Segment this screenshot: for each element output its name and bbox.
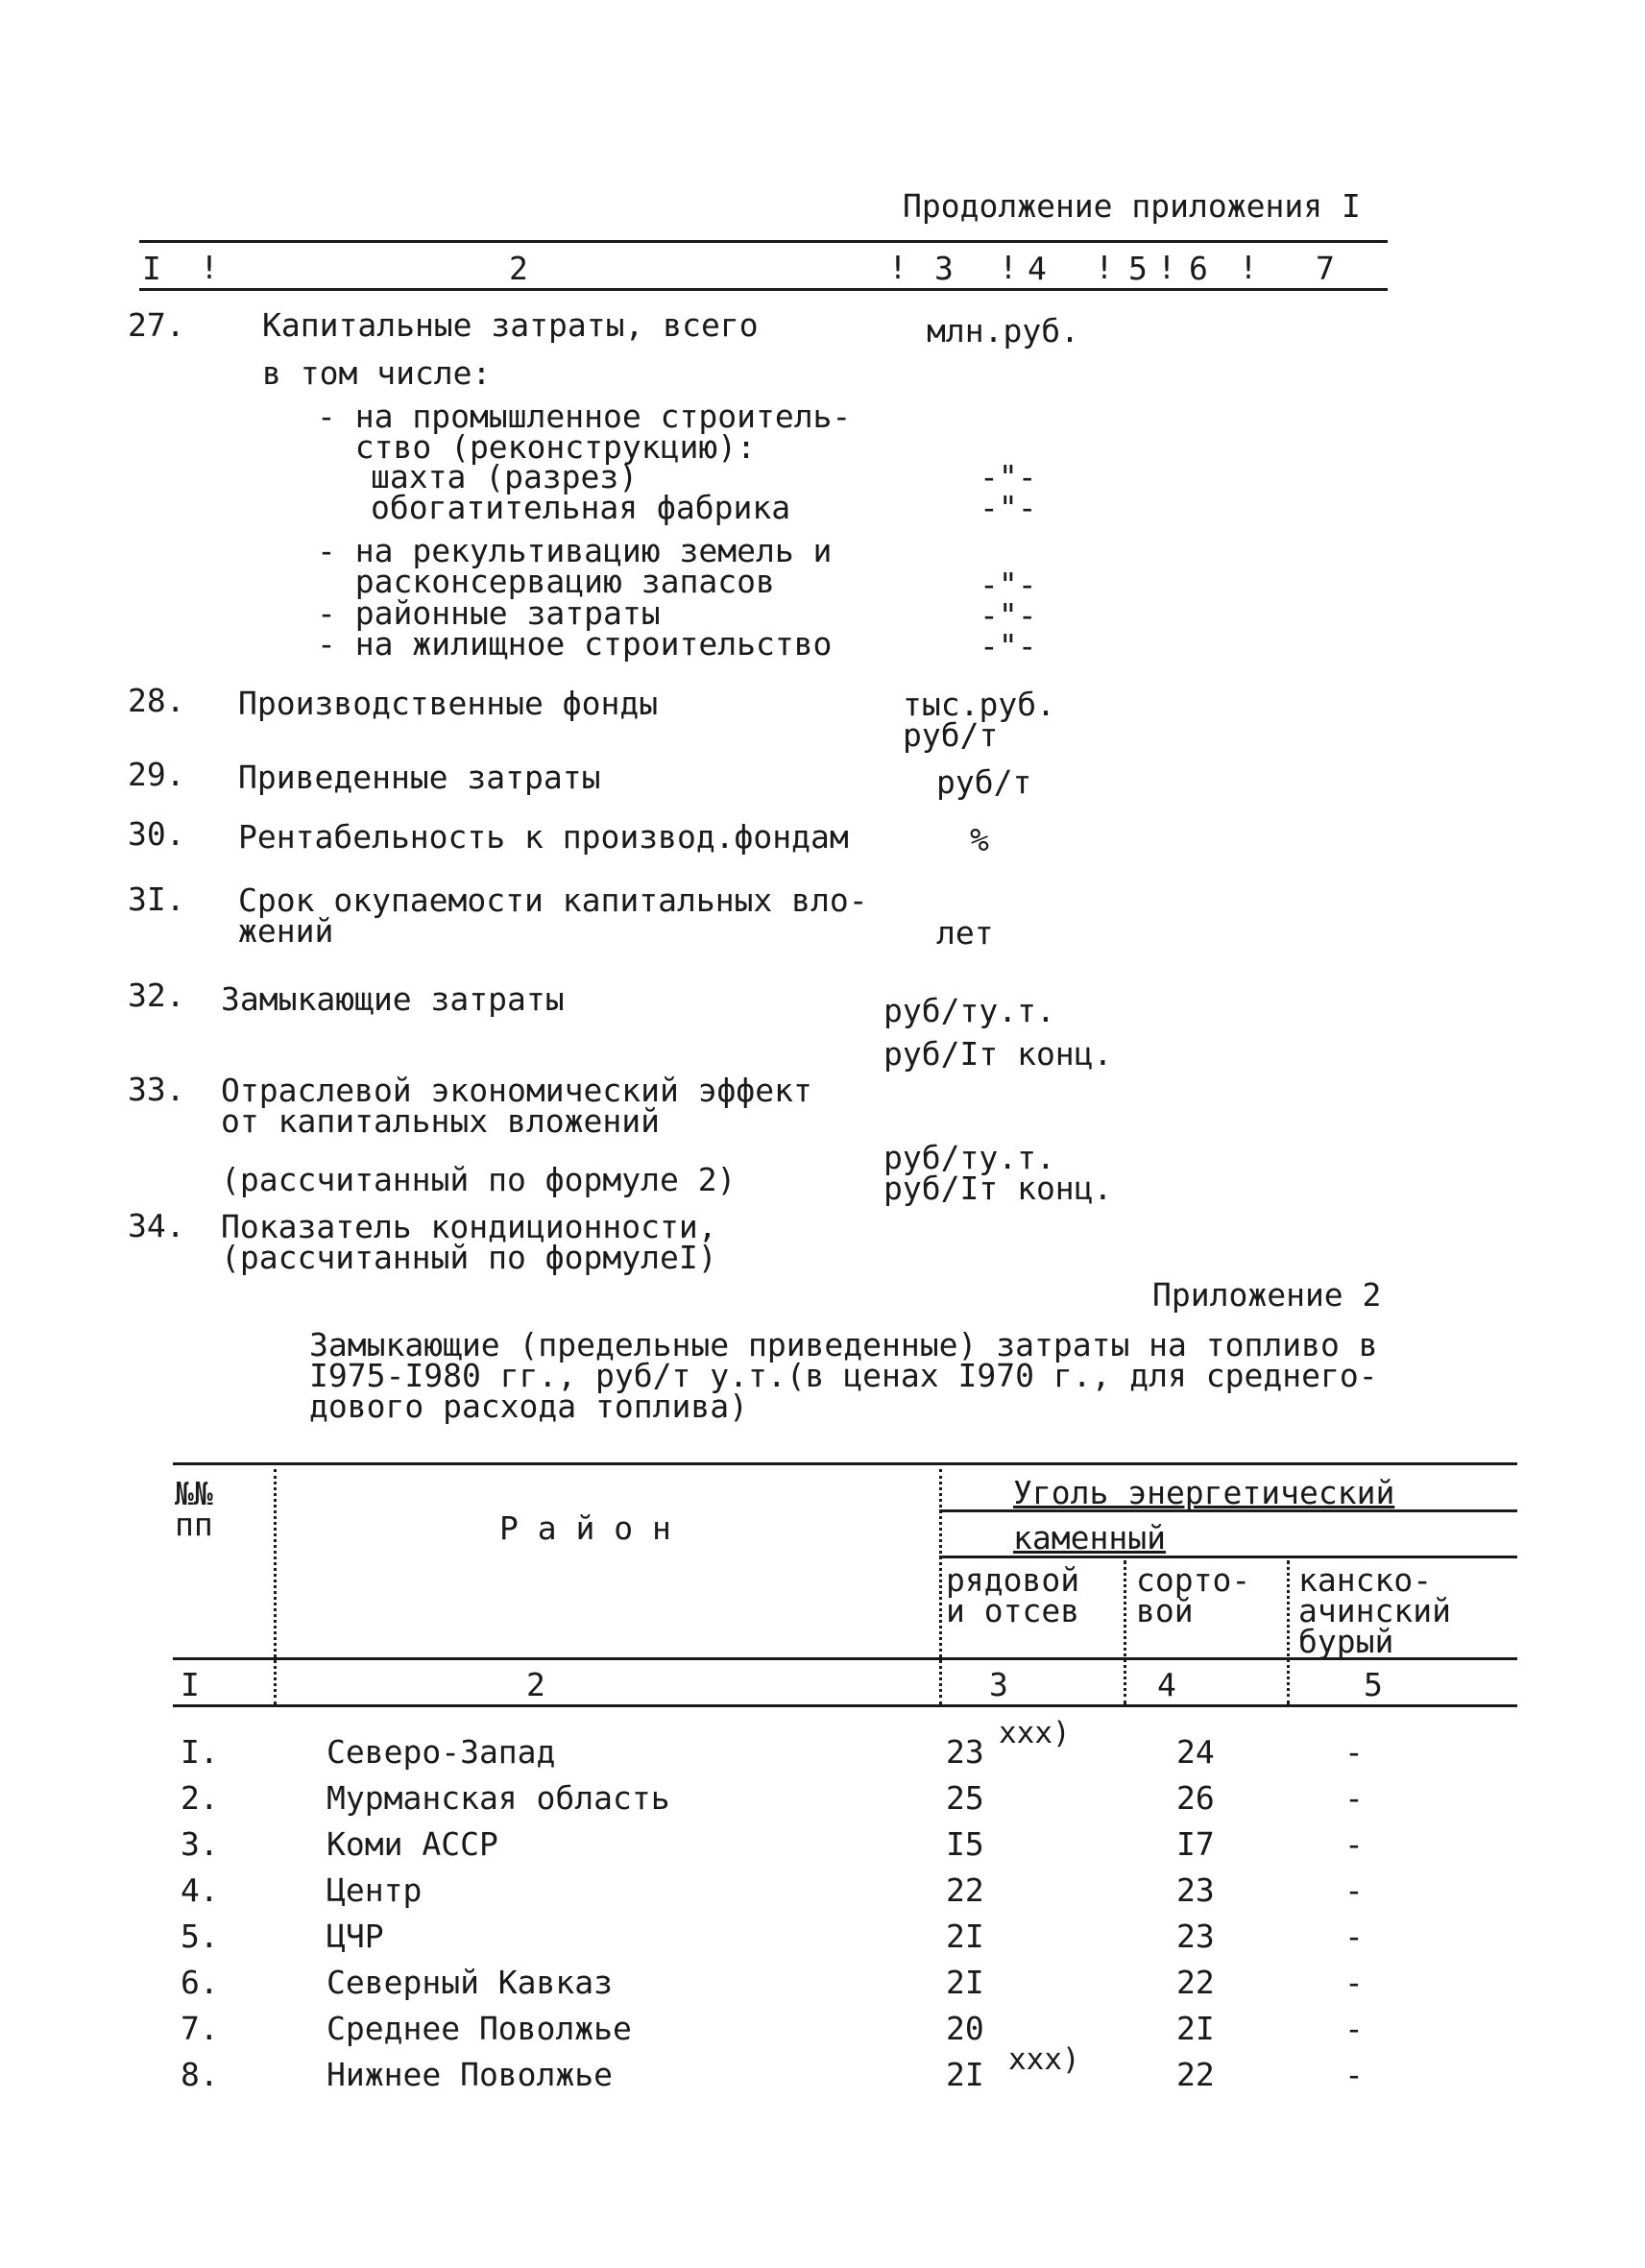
table2-subgroup-header: каменный [1013, 1519, 1166, 1556]
table1-sep: ! [1095, 249, 1114, 286]
row-label: шахта (разрез) [371, 458, 639, 495]
row-number: 7. [181, 2010, 219, 2047]
row-label: Приведенные затраты [238, 759, 601, 796]
row-label: - на жилищное строительство [317, 625, 833, 663]
table1-col-3: 3 [934, 250, 954, 287]
row-label: в том числе: [262, 354, 492, 392]
row-c4: 22 [1176, 1964, 1215, 2001]
row-c4: I7 [1176, 1825, 1215, 1863]
row-region: Среднее Поволжье [327, 2010, 632, 2047]
row-unit: -"- [980, 596, 1037, 634]
table1-col-5: 5 [1128, 250, 1148, 287]
row-number: 3I. [128, 881, 185, 918]
table2-num-header: №№ пп [175, 1475, 213, 1543]
row-c5: - [1344, 1964, 1364, 2001]
table2-index-rule [173, 1704, 1517, 1707]
table2-vline-4 [1287, 1560, 1290, 1704]
table2-index-1: I [181, 1666, 200, 1703]
table1-sep: ! [888, 249, 907, 286]
row-c4: 24 [1176, 1733, 1215, 1771]
row-unit: руб/ту.т. руб/Iт конц. [883, 992, 1113, 1073]
row-label: Срок окупаемости капитальных вло- жений [238, 881, 868, 950]
row-label: - районные затраты [317, 594, 661, 632]
row-number: 2. [181, 1779, 219, 1817]
row-c3: 2I [946, 1964, 984, 2001]
row-label: Производственные фонды [238, 685, 659, 722]
row-c3: 20 [946, 2010, 984, 2047]
row-c4: 23 [1176, 1918, 1215, 1955]
footnote-mark: xxx) [1008, 2042, 1080, 2077]
row-c5: - [1344, 1871, 1364, 1909]
row-number: 8. [181, 2056, 219, 2093]
table2-group-header: Уголь энергетический [1013, 1474, 1395, 1511]
row-c3: 22 [946, 1871, 984, 1909]
table1-sep: ! [1239, 249, 1258, 286]
row-c5: - [1344, 1825, 1364, 1863]
row-unit: -"- [980, 627, 1037, 664]
table2-index-5: 5 [1364, 1666, 1383, 1703]
row-region: ЦЧР [327, 1918, 384, 1955]
row-number: 3. [181, 1825, 219, 1863]
table1-col-7: 7 [1316, 250, 1335, 287]
row-region: Коми АССР [327, 1825, 498, 1863]
footnote-mark: xxx) [999, 1716, 1071, 1750]
row-unit: -"- [980, 566, 1037, 603]
table2-vline-1 [274, 1469, 277, 1704]
row-label: - на рекультивацию земель и расконсервацию запасов [317, 532, 833, 600]
row-c4: 23 [1176, 1871, 1215, 1909]
row-c5: - [1344, 1918, 1364, 1955]
row-number: 34. [128, 1207, 185, 1244]
row-label: Замыкающие затраты [221, 980, 565, 1018]
row-unit: руб/т [936, 763, 1032, 801]
row-c3: I5 [946, 1825, 984, 1863]
row-region: Центр [327, 1871, 423, 1909]
row-c3: 2I [946, 1918, 984, 1955]
row-c4: 26 [1176, 1779, 1215, 1817]
table2-index-2: 2 [526, 1666, 545, 1703]
row-unit: лет [936, 914, 994, 952]
row-unit: руб/ту.т. руб/Iт конц. [883, 1139, 1113, 1207]
table2-col4-header: сорто- вой [1136, 1561, 1251, 1629]
table1-top-rule [139, 240, 1388, 243]
table1-col-4: 4 [1028, 250, 1047, 287]
row-c3: 23 [946, 1733, 984, 1771]
row-label: - на промышленное строитель- ство (реконструкцию): [317, 398, 852, 466]
row-label: Рентабельность к производ.фондам [238, 818, 849, 856]
appendix-label: Приложение 2 [1152, 1276, 1382, 1314]
row-region: Нижнее Поволжье [327, 2056, 614, 2093]
row-number: 5. [181, 1918, 219, 1955]
table1-sep: ! [999, 249, 1018, 286]
row-region: Северо-Запад [327, 1733, 556, 1771]
table1-sep: ! [200, 249, 219, 286]
table2-region-header: Р а й о н [499, 1509, 671, 1547]
row-number: 6. [181, 1964, 219, 2001]
row-number: 30. [128, 815, 185, 853]
table2-header-rule [173, 1657, 1517, 1660]
row-number: 4. [181, 1871, 219, 1909]
table2-col5-header: канско- ачинский бурый [1298, 1561, 1451, 1660]
table1-sep: ! [1157, 249, 1176, 286]
row-unit: % [970, 821, 989, 858]
table2-vline-2 [939, 1469, 942, 1704]
row-label: Отраслевой экономический эффект от капитальных вложений [221, 1072, 812, 1140]
row-c5: - [1344, 2010, 1364, 2047]
row-region: Мурманская область [327, 1779, 670, 1817]
row-label: Капитальные затраты, всего [262, 306, 759, 344]
row-label: обогатительная фабрика [371, 489, 791, 526]
row-unit: -"- [980, 489, 1037, 526]
row-c4: 2I [1176, 2010, 1215, 2047]
row-unit: млн.руб. [927, 312, 1079, 350]
row-label: Показатель кондиционности, (рассчитанный по формулеI) [221, 1208, 717, 1276]
table2-col3-header: рядовой и отсев [946, 1561, 1080, 1629]
row-number: 33. [128, 1071, 185, 1108]
row-label-note: (рассчитанный по формуле 2) [221, 1161, 737, 1198]
row-c3: 2I [946, 2056, 984, 2093]
row-number: 27. [128, 306, 185, 344]
row-number: 28. [128, 682, 185, 719]
row-region: Северный Кавказ [327, 1964, 614, 2001]
appendix-title: Замыкающие (предельные приведенные) затраты на топливо в I975-I980 гг., руб/т у.т.(в ценах I970 г., для среднего- дового расхода топлива) [309, 1326, 1378, 1425]
row-c3: 25 [946, 1779, 984, 1817]
table1-col-6: 6 [1189, 250, 1208, 287]
table2-subgroup-rule [939, 1556, 1517, 1558]
table2-vline-3 [1124, 1560, 1126, 1704]
table1-col-1: I [142, 250, 161, 287]
row-unit: -"- [980, 458, 1037, 495]
row-number: 32. [128, 977, 185, 1014]
table2-index-3: 3 [989, 1666, 1008, 1703]
row-c4: 22 [1176, 2056, 1215, 2093]
table2-top-rule [173, 1462, 1517, 1465]
table2-group-rule [939, 1509, 1517, 1512]
row-c5: - [1344, 1733, 1364, 1771]
row-unit: тыс.руб. руб/т [903, 686, 1055, 754]
table2-index-4: 4 [1157, 1666, 1176, 1703]
row-c5: - [1344, 2056, 1364, 2093]
table1-col-2: 2 [509, 250, 528, 287]
row-number: 29. [128, 756, 185, 793]
table1-header-rule [139, 288, 1388, 291]
continuation-header: Продолжение приложения I [903, 187, 1361, 225]
row-number: I. [181, 1733, 219, 1771]
row-c5: - [1344, 1779, 1364, 1817]
